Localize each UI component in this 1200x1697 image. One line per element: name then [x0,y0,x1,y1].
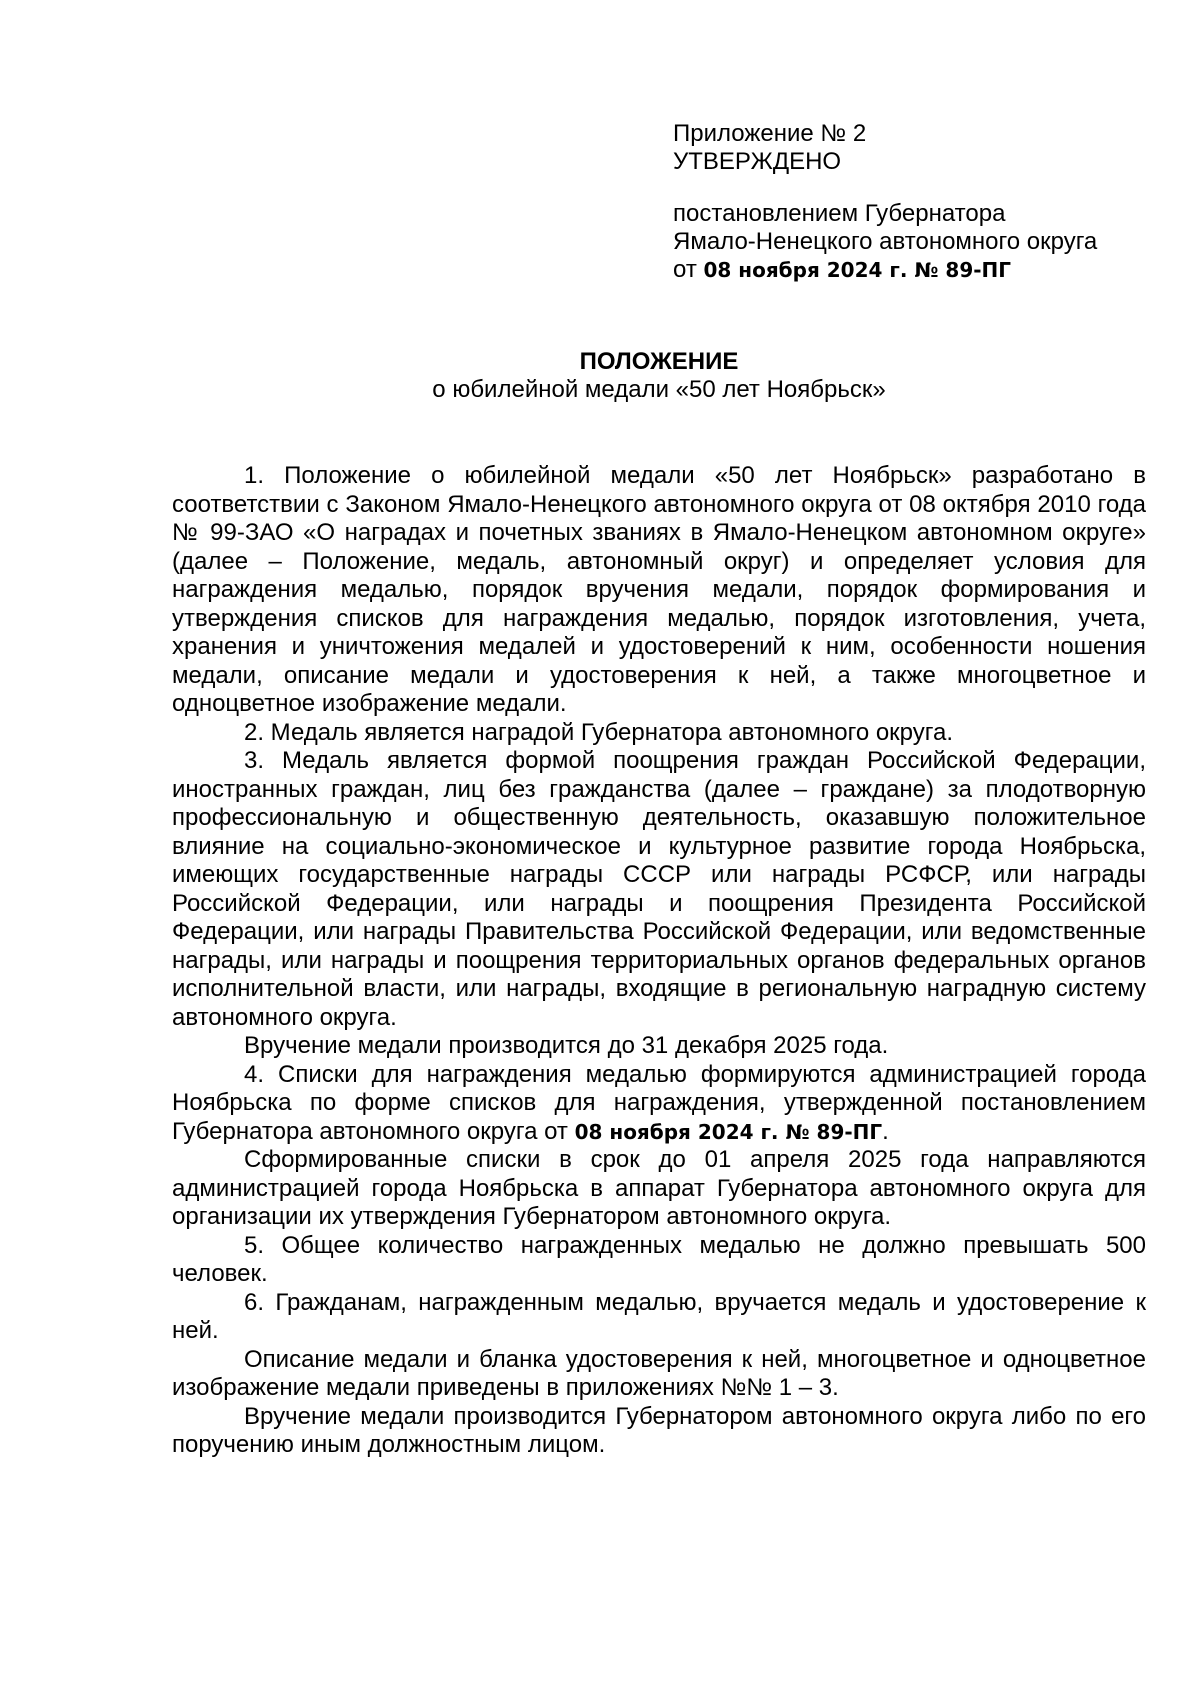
paragraph-4-submission: Сформированные списки в срок до 01 апреля 2025 года направляются администрацией города Ноябрьска в аппарат Губернатора автономного округа для организации их утверждения Губернатором автономного округа. [172,1146,1146,1230]
approval-date-line [673,256,1153,284]
paragraph-4-text: 4. Списки для награждения медалью формируются администрацией города Ноябрьска по форме списков для награждения, утвержденной постановлением Губернатора автономного округа от [172,1060,1146,1145]
approved-by-line-2: Ямало-Ненецкого автономного округа [673,228,1098,255]
approval-block [673,120,1153,284]
approved-by-line-1: постановлением Губернатора [673,200,1006,227]
approval-gap [673,176,1153,200]
paragraph-3-award-deadline: Вручение медали производится до 31 декабря 2025 года. [244,1032,889,1059]
approval-date-number: 08 ноября 2024 г. № 89-ПГ [703,258,1012,282]
document-heading [172,348,1146,404]
approved-stamp-text: УТВЕРЖДЕНО [673,148,842,175]
appendix-number: Приложение № 2 [673,120,867,147]
paragraph-1: 1. Положение о юбилейной медали «50 лет Ноябрьск» разработано в соответствии с Законом Ямало-Ненецкого автономного округа от 08 октября 2010 года № 99-ЗАО «О наградах и почетных званиях в Ямало-Ненецком автономном округе» (далее – Положение, медаль, автономный округ) и определяет условия для награждения медалью, порядок вручения медали, порядок формирования и утверждения списков для награждения медалью, порядок изготовления, учета, хранения и уничтожения медалей и удостоверений к ним, особенности ношения медали, описание медали и удостоверения к ней, а также многоцветное и одноцветное изображение медали. [172,462,1146,717]
document-subtitle: о юбилейной медали «50 лет Ноябрьск» [432,376,886,403]
paragraph-6-presentation: Вручение медали производится Губернатором автономного округа либо по его поручению иным должностным лицом. [172,1402,1146,1458]
paragraph-5: 5. Общее количество награжденных медалью не должно превышать 500 человек. [172,1231,1146,1287]
paragraph-3: 3. Медаль является формой поощрения граждан Российской Федерации, иностранных граждан, лиц без гражданства (далее – граждане) за плодотворную профессиональную и общественную деятельность, оказавшую положительное влияние на социально-экономическое и культурное развитие города Ноябрьска, имеющих государственные награды СССР или награды РСФСР, или награды Российской Федерации, или награды и поощрения Президента Российской Федерации, или награды Правительства Российской Федерации, или ведомственные награды, или награды и поощрения территориальных органов федеральных органов исполнительной власти, или награды, входящие в региональную наградную систему автономного округа. [172,747,1146,1031]
paragraph-2: 2. Медаль является наградой Губернатора автономного округа. [244,718,953,746]
paragraph-6-description: Описание медали и бланка удостоверения к ней, многоцветное и одноцветное изображение медали приведены в приложениях №№ 1 – 3. [172,1345,1146,1401]
paragraph-4 [172,1061,1146,1147]
approval-date-prefix: от [673,256,704,283]
paragraph-4-reference: 08 ноября 2024 г. № 89-ПГ [574,1119,883,1144]
document-body [172,462,1146,1460]
paragraph-6: 6. Гражданам, награжденным медалью, вручается медаль и удостоверение к ней. [172,1288,1146,1344]
paragraph-4-end: . [882,1117,889,1145]
document-title: ПОЛОЖЕНИЕ [579,348,739,375]
